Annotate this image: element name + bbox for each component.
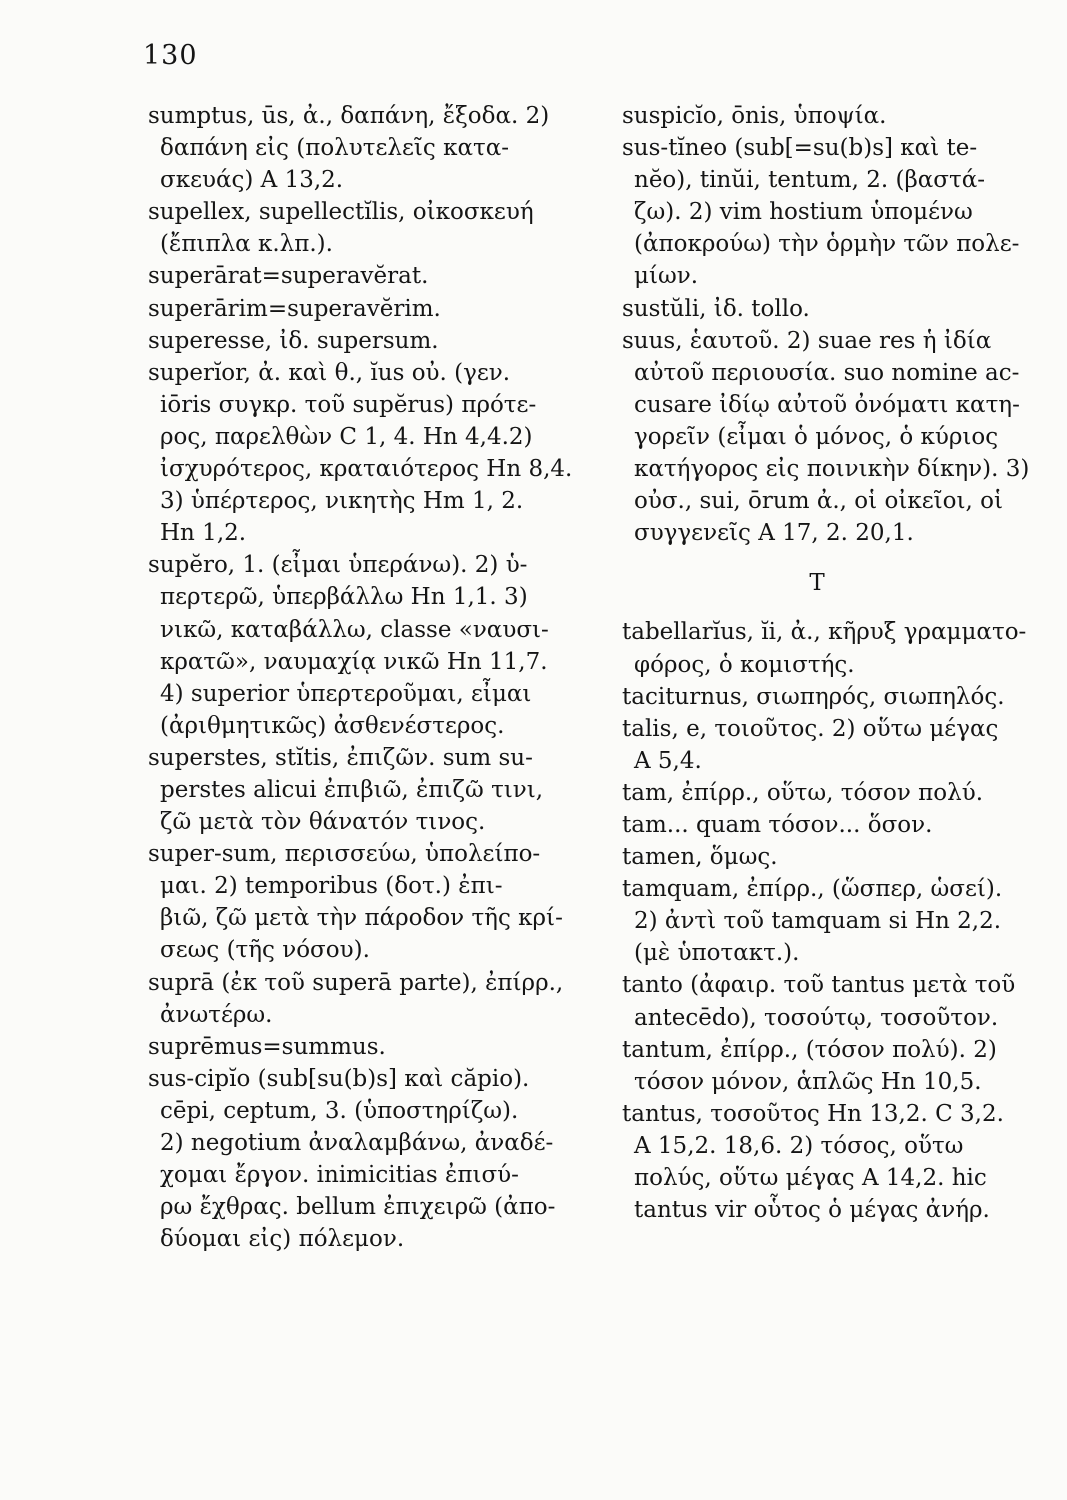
entry-line: sumptus, ūs, ἀ., δαπάνη, ἔξοδα. 2): [148, 103, 550, 129]
entry-line: talis, e, τοιοῦτος. 2) οὕτω μέγας: [622, 715, 999, 742]
entry-line: tabellarĭus, ĭi, ἀ., κῆρυξ γραμματο-: [622, 619, 1027, 646]
entry-line: iōris συγκρ. τοῦ supĕrus) πρότε-: [160, 391, 537, 418]
entry-line: μίων.: [634, 263, 699, 290]
entry-line: (ἀριθμητικῶς) ἀσθενέστερος.: [160, 712, 505, 739]
dictionary-entry: [148, 549, 590, 742]
entry-line: supellex, supellectĭlis, οἰκοσκευή: [148, 199, 534, 226]
entry-line: suprā (ἐκ τοῦ superā parte), ἐπίρρ.,: [148, 969, 564, 996]
entry-line: tanto (ἀφαιρ. τοῦ tantus μετὰ τοῦ: [622, 972, 1016, 999]
entry-line: ρω ἔχθρας. bellum ἐπιχειρῶ (ἀπο-: [160, 1194, 556, 1221]
right-column: [622, 100, 1052, 1226]
dictionary-entry: [622, 293, 1052, 325]
dictionary-entry: [148, 1031, 590, 1063]
dictionary-entry: [148, 1063, 590, 1256]
entry-line: sus-cipĭo (sub[su(b)s] καὶ căpio).: [148, 1065, 530, 1092]
entry-line: νικῶ, καταβάλλω, classe «ναυσι-: [160, 616, 549, 643]
entry-line: (ἔπιπλα κ.λπ.).: [160, 231, 333, 258]
entry-line: superārim=superavĕrim.: [148, 295, 441, 322]
entry-line: antecēdo), τοσούτῳ, τοσοῦτον.: [634, 1004, 999, 1031]
entry-line: supĕro, 1. (εἶμαι ὑπεράνω). 2) ὑ-: [148, 552, 528, 579]
entries-t-section: [622, 616, 1052, 1226]
entry-line: nĕo), tinŭi, tentum, 2. (βαστά-: [634, 167, 986, 194]
dictionary-entry: [148, 100, 590, 196]
entry-line: tantum, ἐπίρρ., (τόσον πολύ). 2): [622, 1036, 997, 1063]
entry-line: superesse, ἰδ. supersum.: [148, 327, 439, 354]
dictionary-entry: [622, 777, 1052, 809]
dictionary-entry: [148, 742, 590, 838]
entry-line: tamen, ὅμως.: [622, 844, 778, 871]
entry-line: ζῶ μετὰ τὸν θάνατόν τινος.: [160, 809, 486, 836]
entry-line: μαι. 2) temporibus (δοτ.) ἐπι-: [160, 873, 503, 900]
entry-line: tam... quam τόσον... ὅσον.: [622, 811, 933, 838]
entry-line: superārat=superavĕrat.: [148, 263, 429, 290]
entry-line: σεως (τῆς νόσου).: [160, 937, 370, 964]
entry-line: cusare ἰδίῳ αὐτοῦ ὀνόματι κατη-: [634, 391, 1020, 418]
entry-line: super-sum, περισσεύω, ὑπολείπο-: [148, 841, 541, 868]
dictionary-entry: [148, 838, 590, 966]
entry-line: ἀνωτέρω.: [160, 1001, 273, 1028]
entry-line: A 5,4.: [634, 747, 702, 774]
dictionary-entry: [622, 841, 1052, 873]
entry-line: 2) negotium ἀναλαμβάνω, ἀναδέ-: [160, 1130, 554, 1156]
entry-line: tantus vir οὗτος ὁ μέγας ἀνήρ.: [634, 1197, 990, 1224]
entry-line: δύομαι εἰς) πόλεμον.: [160, 1226, 405, 1253]
dictionary-entry: [622, 713, 1052, 777]
entry-line: tamquam, ἐπίρρ., (ὥσπερ, ὡσεί).: [622, 876, 1003, 903]
entry-line: suspicĭo, ōnis, ὑποψία.: [622, 103, 887, 129]
entry-line: sustŭli, ἰδ. tollo.: [622, 295, 810, 322]
entry-line: ζω). 2) vim hostium ὑπομένω: [634, 199, 973, 226]
section-letter: T: [809, 570, 825, 597]
dictionary-entry: [622, 616, 1052, 680]
dictionary-entry: [148, 967, 590, 1031]
dictionary-entry: [622, 1098, 1052, 1226]
entry-line: Hn 1,2.: [160, 520, 247, 547]
entry-line: 3) ὑπέρτερος, νικητὴς Hm 1, 2.: [160, 488, 524, 515]
entry-line: σκευάς) A 13,2.: [160, 167, 344, 194]
entry-line: ρος, παρελθὼν C 1, 4. Hn 4,4.2): [160, 423, 533, 450]
left-column: [148, 100, 590, 1255]
entry-line: κρατῶ», ναυμαχίᾳ νικῶ Hn 11,7.: [160, 648, 548, 675]
dictionary-entry: [148, 293, 590, 325]
entry-line: suprēmus=summus.: [148, 1033, 386, 1060]
entry-line: ἰσχυρότερος, κραταιότερος Hn 8,4.: [160, 456, 573, 483]
entry-line: πολύς, οὕτω μέγας A 14,2. hic: [634, 1165, 987, 1191]
dictionary-entry: [148, 260, 590, 292]
dictionary-entry: [622, 100, 1052, 132]
entry-line: (ἀποκρούω) τὴν ὁρμὴν τῶν πολε-: [634, 231, 1020, 258]
entry-line: superstes, stĭtis, ἐπιζῶν. sum su-: [148, 744, 533, 771]
entry-line: οὐσ., sui, ōrum ἀ., οἱ οἰκεῖοι, οἱ: [634, 488, 1003, 515]
entry-line: γορεῖν (εἶμαι ὁ μόνος, ὁ κύριος: [634, 423, 999, 450]
entry-line: βιῶ, ζῶ μετὰ τὴν πάροδον τῆς κρί-: [160, 905, 563, 932]
entry-line: (μὲ ὑποτακτ.).: [634, 940, 800, 967]
dictionary-entry: [622, 325, 1052, 550]
entry-line: περτερῶ, ὑπερβάλλω Hn 1,1. 3): [160, 584, 528, 611]
dictionary-entry: [148, 357, 590, 550]
entry-line: tantus, τοσοῦτος Hn 13,2. C 3,2.: [622, 1100, 1004, 1127]
entry-line: 4) superior ὑπερτεροῦμαι, εἶμαι: [160, 680, 532, 707]
dictionary-entry: [622, 873, 1052, 969]
entry-line: τόσον μόνον, ἁπλῶς Hn 10,5.: [634, 1068, 982, 1095]
entry-line: cēpi, ceptum, 3. (ὑποστηρίζω).: [160, 1097, 519, 1124]
dictionary-entry: [622, 809, 1052, 841]
entry-line: suus, ἑαυτοῦ. 2) suae res ἡ ἰδία: [622, 327, 992, 354]
entry-line: 2) ἀντὶ τοῦ tamquam si Hn 2,2.: [634, 908, 1002, 935]
dictionary-entry: [148, 196, 590, 260]
entry-line: αὐτοῦ περιουσία. suo nomine ac-: [634, 359, 1020, 386]
entry-line: taciturnus, σιωπηρός, σιωπηλός.: [622, 683, 1005, 710]
entry-line: χομαι ἔργον. inimicitias ἐπισύ-: [160, 1162, 519, 1189]
entry-line: superĭor, ἀ. καὶ θ., ĭus οὐ. (γεν.: [148, 359, 511, 386]
dictionary-entry: [148, 325, 590, 357]
entry-line: φόρος, ὁ κομιστής.: [634, 651, 855, 678]
entry-line: συγγενεῖς A 17, 2. 20,1.: [634, 520, 914, 547]
entries-s-section: [622, 100, 1052, 549]
entry-line: tam, ἐπίρρ., οὕτω, τόσον πολύ.: [622, 779, 984, 806]
page-number: 130: [143, 40, 198, 71]
entry-line: sus-tĭneo (sub[=su(b)s] καὶ te-: [622, 135, 978, 162]
entry-line: perstes alicui ἐπιβιῶ, ἐπιζῶ τινι,: [160, 776, 544, 803]
entry-line: δαπάνη εἰς (πολυτελεῖς κατα-: [160, 135, 509, 162]
entry-line: A 15,2. 18,6. 2) τόσος, οὕτω: [634, 1132, 964, 1159]
dictionary-entry: [622, 1034, 1052, 1098]
dictionary-entry: [622, 681, 1052, 713]
dictionary-entry: [622, 132, 1052, 292]
entry-line: κατήγορος εἰς ποινικὴν δίκην). 3): [634, 456, 1030, 483]
dictionary-entry: [622, 969, 1052, 1033]
